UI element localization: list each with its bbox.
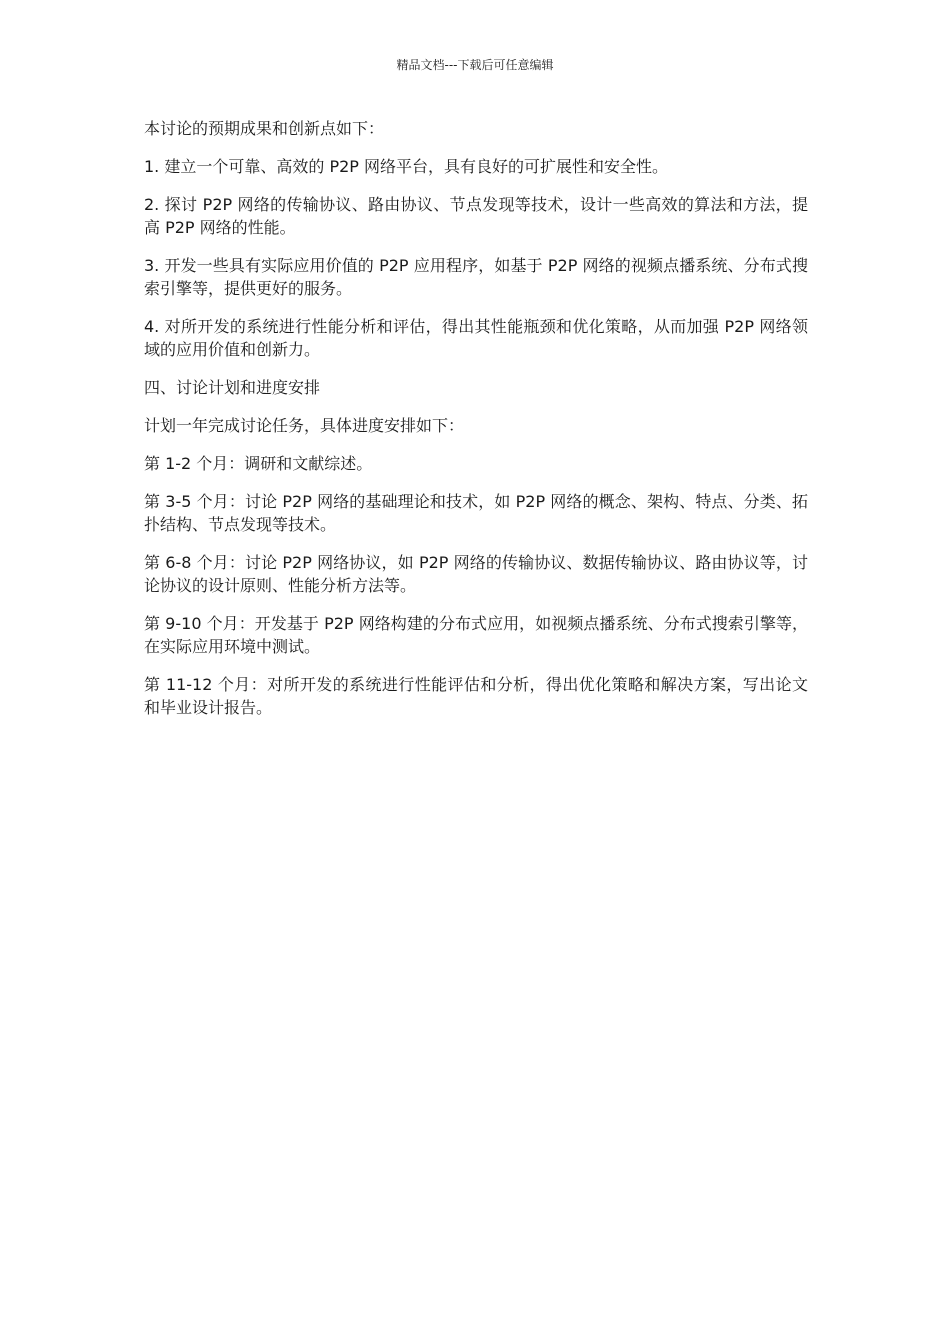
paragraph-schedule-5: 第 11-12 个月：对所开发的系统进行性能评估和分析，得出优化策略和解决方案，写出论文和毕业设计报告。 [144, 675, 808, 717]
section-heading: 四、讨论计划和进度安排 [144, 378, 321, 397]
paragraph-outcome-1: 1. 建立一个可靠、高效的 P2P 网络平台，具有良好的可扩展性和安全性。 [144, 157, 669, 176]
paragraph-outcome-2: 2. 探讨 P2P 网络的传输协议、路由协议、节点发现等技术，设计一些高效的算法和方法，提高 P2P 网络的性能。 [144, 195, 808, 237]
paragraph-intro: 本讨论的预期成果和创新点如下： [144, 119, 385, 138]
document-body [144, 117, 808, 734]
page-header: 精品文档---下载后可任意编辑 [396, 58, 554, 72]
paragraph-schedule-2: 第 3-5 个月：讨论 P2P 网络的基础理论和技术，如 P2P 网络的概念、架构、特点、分类、拓扑结构、节点发现等技术。 [144, 492, 808, 534]
paragraph-schedule-4: 第 9-10 个月：开发基于 P2P 网络构建的分布式应用，如视频点播系统、分布式搜索引擎等，在实际应用环境中测试。 [144, 614, 808, 656]
paragraph-schedule-1: 第 1-2 个月：调研和文献综述。 [144, 454, 373, 473]
paragraph-plan-intro: 计划一年完成讨论任务，具体进度安排如下： [144, 416, 465, 435]
paragraph-outcome-4: 4. 对所开发的系统进行性能分析和评估，得出其性能瓶颈和优化策略，从而加强 P2P 网络领域的应用价值和创新力。 [144, 317, 808, 359]
paragraph-outcome-3: 3. 开发一些具有实际应用价值的 P2P 应用程序，如基于 P2P 网络的视频点播系统、分布式搜索引擎等，提供更好的服务。 [144, 256, 808, 298]
paragraph-schedule-3: 第 6-8 个月：讨论 P2P 网络协议，如 P2P 网络的传输协议、数据传输协议、路由协议等，讨论协议的设计原则、性能分析方法等。 [144, 553, 808, 595]
